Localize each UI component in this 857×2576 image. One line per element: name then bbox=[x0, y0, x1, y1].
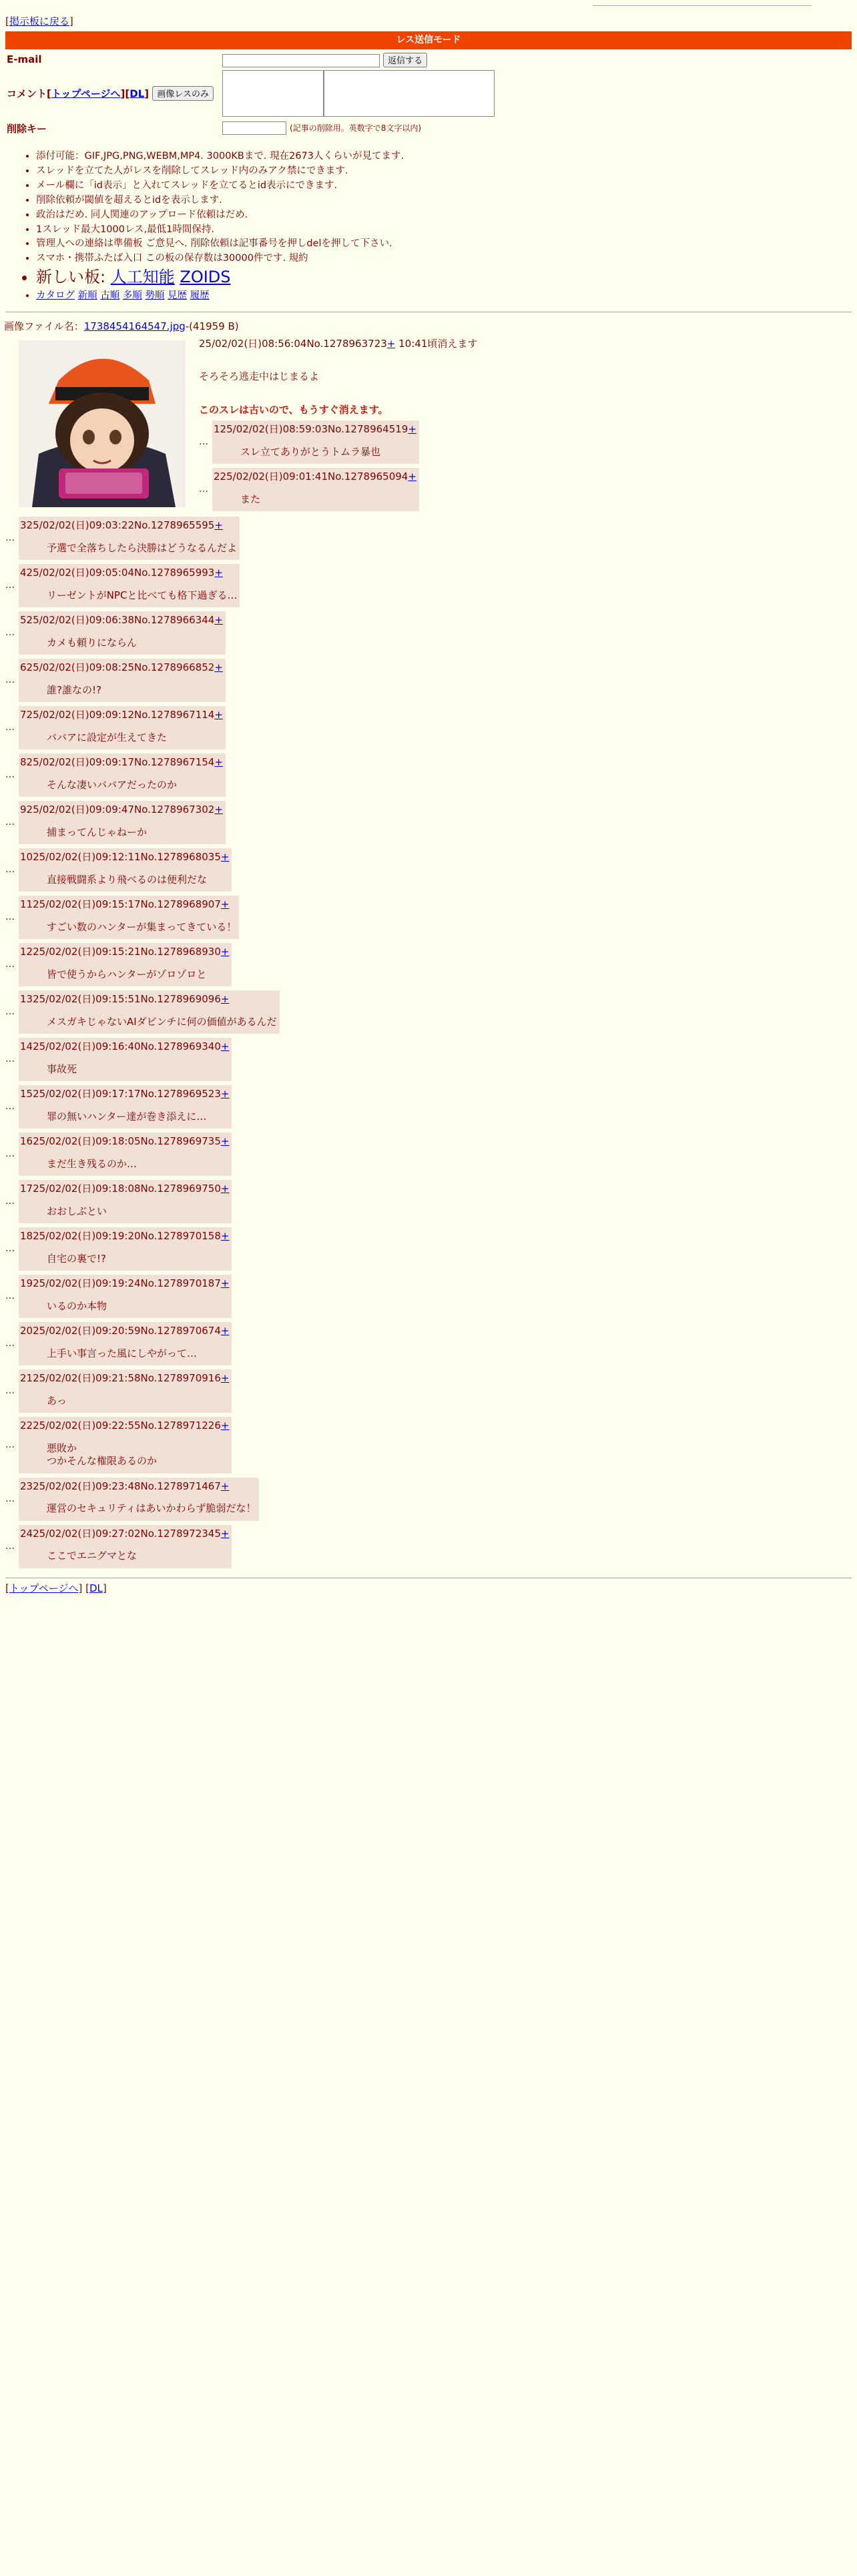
reply-indent-marker: … bbox=[199, 436, 208, 448]
old-thread-warning: このスレは古いので、もうすぐ消えます。 bbox=[199, 403, 388, 416]
file-size: -(41959 B) bbox=[185, 320, 239, 333]
reply-box bbox=[19, 1227, 232, 1271]
rule-item: • 管理人への連絡は準備板 ご意見へ. 削除依頼は記事番号を押しdelを押して下さい. bbox=[36, 238, 852, 250]
reply-header bbox=[20, 1325, 229, 1338]
sort-old-link[interactable]: 古順 bbox=[100, 290, 120, 302]
reply-indent-marker: … bbox=[5, 675, 15, 686]
reply-post bbox=[5, 1417, 852, 1474]
rule-item: • 添付可能：GIF,JPG,PNG,WEBM,MP4. 3000KBまで. 現在2673人くらいが見てます. bbox=[36, 150, 852, 163]
reply-header bbox=[20, 946, 229, 959]
footer-dl-link[interactable]: DL bbox=[89, 1582, 103, 1594]
reply-header bbox=[20, 803, 223, 817]
reply-plus-button[interactable]: + bbox=[220, 993, 230, 1006]
reply-number: 21 bbox=[20, 1372, 33, 1385]
reply-plus-button[interactable]: + bbox=[220, 1277, 230, 1290]
reply-meta: 25/02/02(日)09:23:48No.1278971467 bbox=[33, 1480, 221, 1492]
reply-indent-marker: … bbox=[5, 533, 15, 544]
reply-number: 1 bbox=[214, 423, 220, 436]
reply-box bbox=[19, 659, 226, 702]
reply-post bbox=[5, 659, 852, 702]
reply-meta: 25/02/02(日)09:15:21No.1278968930 bbox=[33, 946, 221, 958]
reply-number: 13 bbox=[20, 993, 33, 1006]
reply-meta: 25/02/02(日)09:09:47No.1278967302 bbox=[26, 803, 215, 816]
footer-toppage-link[interactable]: トップページへ bbox=[9, 1582, 79, 1594]
reply-header bbox=[20, 1480, 256, 1494]
reply-post bbox=[5, 1085, 852, 1129]
reply-number: 24 bbox=[20, 1527, 33, 1540]
reply-number: 18 bbox=[20, 1230, 33, 1243]
reply-text: おおしぶとい bbox=[47, 1205, 107, 1217]
reply-number: 4 bbox=[20, 567, 27, 579]
reply-plus-button[interactable]: + bbox=[214, 803, 223, 816]
replies bbox=[5, 517, 852, 1568]
reply-indent-marker: … bbox=[5, 1054, 15, 1065]
sort-many-link[interactable]: 多順 bbox=[122, 290, 142, 302]
reply-meta: 25/02/02(日)09:15:51No.1278969096 bbox=[33, 993, 221, 1006]
reply-meta: 25/02/02(日)09:08:25No.1278966852 bbox=[26, 661, 215, 674]
reply-meta: 25/02/02(日)09:09:17No.1278967154 bbox=[26, 756, 215, 769]
reply-box bbox=[19, 801, 226, 844]
reply-number: 12 bbox=[20, 946, 33, 958]
op-expire: 10:41頃消えます bbox=[398, 337, 478, 350]
reply-meta: 25/02/02(日)09:15:17No.1278968907 bbox=[33, 898, 221, 911]
footer: [トップページへ] [DL] bbox=[5, 1578, 852, 1596]
reply-post bbox=[5, 1322, 852, 1365]
reply-post bbox=[5, 1369, 852, 1413]
reply-number: 15 bbox=[20, 1088, 33, 1100]
reply-text: 悪敗か つかそんな権限あるのか bbox=[47, 1441, 158, 1468]
reply-form bbox=[5, 51, 497, 139]
reply-plus-button[interactable]: + bbox=[220, 1135, 230, 1148]
toppage-link[interactable]: トップページへ bbox=[51, 87, 121, 100]
email-label: E-mail bbox=[7, 53, 42, 65]
reply-plus-button[interactable]: + bbox=[220, 946, 230, 958]
reply-post bbox=[5, 990, 852, 1034]
reply-text: カメも頼りにならん bbox=[47, 636, 137, 649]
reply-text: ババアに設定が生えてきた bbox=[47, 731, 168, 743]
reply-text: 捕まってんじゃねーか bbox=[47, 826, 148, 838]
reply-text: 運営のセキュリティはあいかわらず脆弱だな！ bbox=[47, 1502, 256, 1515]
email-field[interactable] bbox=[222, 54, 380, 67]
reply-header bbox=[20, 993, 277, 1006]
thread-thumbnail-image[interactable] bbox=[19, 340, 186, 507]
reply-meta: 25/02/02(日)09:18:08No.1278969750 bbox=[33, 1183, 221, 1195]
reply-plus-button[interactable]: + bbox=[214, 756, 223, 769]
reply-indent-marker: … bbox=[5, 580, 15, 591]
reply-post bbox=[199, 468, 852, 511]
reply-header bbox=[20, 519, 237, 533]
delete-key-field[interactable] bbox=[222, 121, 286, 135]
reply-header bbox=[20, 1528, 229, 1541]
rule-item: • 1スレッド最大1000レス,最低1時間保持. bbox=[36, 224, 852, 236]
reply-indent-marker: … bbox=[5, 1439, 15, 1451]
reply-box bbox=[19, 943, 232, 986]
reply-box bbox=[19, 1085, 232, 1129]
reply-indent-marker: … bbox=[5, 722, 15, 733]
new-board-item bbox=[36, 267, 852, 288]
board-rules bbox=[5, 150, 852, 302]
reply-number: 7 bbox=[20, 709, 27, 721]
reply-text: あっ bbox=[47, 1394, 67, 1407]
reply-indent-marker: … bbox=[5, 1196, 15, 1207]
reply-plus-button[interactable]: + bbox=[220, 1183, 230, 1195]
reply-number: 17 bbox=[20, 1183, 33, 1195]
reply-indent-marker: … bbox=[5, 1149, 15, 1160]
reply-header bbox=[20, 756, 223, 769]
reply-box bbox=[19, 611, 226, 655]
reply-post bbox=[5, 848, 852, 892]
reply-box bbox=[19, 1525, 232, 1568]
reply-box bbox=[212, 420, 419, 464]
reply-number: 23 bbox=[20, 1480, 33, 1492]
reply-header bbox=[20, 709, 223, 722]
reply-meta: 25/02/02(日)09:09:12No.1278967114 bbox=[26, 709, 215, 721]
reply-plus-button[interactable]: + bbox=[220, 851, 230, 864]
reply-plus-button[interactable]: + bbox=[214, 661, 223, 674]
reply-box bbox=[212, 468, 419, 511]
reply-post bbox=[5, 1180, 852, 1223]
reply-indent-marker: … bbox=[5, 1291, 15, 1302]
reply-header bbox=[20, 661, 223, 675]
reply-plus-button[interactable]: + bbox=[214, 519, 223, 532]
reply-header bbox=[20, 1040, 229, 1054]
reply-box bbox=[19, 1417, 232, 1474]
op-meta bbox=[199, 338, 852, 351]
reply-post bbox=[5, 1478, 852, 1521]
reply-meta: 25/02/02(日)09:12:11No.1278968035 bbox=[33, 851, 221, 864]
reply-number: 11 bbox=[20, 898, 33, 911]
reply-indent-marker: … bbox=[5, 1493, 15, 1504]
reply-text: 事故死 bbox=[47, 1062, 77, 1075]
reply-indent-marker: … bbox=[5, 1385, 15, 1397]
op-plus-button[interactable]: + bbox=[386, 337, 396, 350]
back-nav: [掲示板に戻る] bbox=[5, 15, 73, 27]
reply-number: 22 bbox=[20, 1419, 33, 1432]
file-link[interactable]: 1738454164547.jpg bbox=[83, 320, 186, 333]
reply-text: 自宅の裏で!? bbox=[47, 1252, 106, 1265]
catalog-link[interactable]: カタログ bbox=[36, 290, 75, 302]
reply-plus-button[interactable]: + bbox=[220, 1325, 230, 1337]
reply-header bbox=[20, 851, 229, 864]
rule-item: • 政治はだめ. 同人関連のアップロード依頼はだめ. bbox=[36, 209, 852, 222]
reply-box bbox=[19, 564, 240, 607]
reply-box bbox=[19, 1478, 259, 1521]
reply-post bbox=[5, 1038, 852, 1081]
reply-meta: 25/02/02(日)09:05:04No.1278965993 bbox=[26, 567, 215, 579]
top-divider bbox=[593, 5, 812, 6]
image-only-button[interactable]: 画像レスのみ bbox=[152, 86, 214, 101]
reply-box bbox=[19, 848, 232, 892]
reply-header bbox=[20, 567, 237, 580]
reply-plus-button[interactable]: + bbox=[220, 1527, 230, 1540]
reply-number: 20 bbox=[20, 1325, 33, 1337]
reply-text: 誰?誰なの!? bbox=[47, 683, 101, 696]
reply-meta: 25/02/02(日)09:19:24No.1278970187 bbox=[33, 1277, 221, 1290]
reply-post bbox=[5, 896, 852, 939]
reply-number: 16 bbox=[20, 1135, 33, 1148]
reply-indent-marker: … bbox=[5, 912, 15, 923]
reply-indent-marker: … bbox=[199, 484, 208, 495]
reply-text: リーゼントがNPCと比べても格下過ぎる… bbox=[47, 589, 238, 601]
rule-item: • スマホ・携帯ふたば入口 この板の保存数は30000件です. 規約 bbox=[36, 252, 852, 265]
reply-text: 上手い事言った風にしやがって… bbox=[47, 1347, 198, 1359]
reply-number: 3 bbox=[20, 519, 27, 532]
board-link-ai[interactable]: 人工知能 bbox=[110, 268, 175, 287]
dl-link[interactable]: DL bbox=[129, 87, 145, 100]
reply-plus-button[interactable]: + bbox=[214, 709, 223, 721]
reply-indent-marker: … bbox=[5, 1338, 15, 1349]
reply-post bbox=[5, 943, 852, 986]
reply-number: 14 bbox=[20, 1040, 33, 1053]
reply-text: 罪の無いハンター達が巻き添えに… bbox=[47, 1110, 207, 1122]
reply-indent-marker: … bbox=[5, 769, 15, 781]
reply-meta: 25/02/02(日)09:18:05No.1278969735 bbox=[33, 1135, 221, 1148]
reply-text: スレ立てありがとうトムラ暴也 bbox=[240, 445, 381, 458]
reply-header bbox=[20, 1230, 229, 1243]
back-to-board-link[interactable]: 掲示板に戻る bbox=[9, 15, 69, 27]
reply-number: 2 bbox=[214, 470, 220, 483]
reply-mode-banner: レス送信モード bbox=[5, 31, 852, 49]
reply-text: まだ生き残るのか… bbox=[47, 1157, 137, 1170]
reply-meta: 25/02/02(日)09:22:55No.1278971226 bbox=[33, 1419, 221, 1432]
reply-plus-button[interactable]: + bbox=[220, 1372, 230, 1385]
reply-box bbox=[19, 1180, 232, 1223]
file-info bbox=[4, 320, 852, 334]
reply-box bbox=[19, 1322, 232, 1365]
reply-text: 皆で使うからハンターがゾロゾロと bbox=[47, 968, 207, 980]
reply-header bbox=[20, 1183, 229, 1196]
reply-header bbox=[20, 1135, 229, 1149]
reply-meta: 25/02/02(日)09:17:17No.1278969523 bbox=[33, 1088, 221, 1100]
reply-indent-marker: … bbox=[5, 959, 15, 970]
reply-text: ここでエニグマとな bbox=[47, 1550, 137, 1562]
reply-number: 19 bbox=[20, 1277, 33, 1290]
reply-header bbox=[214, 423, 416, 436]
rule-item: • スレッドを立てた人がレスを削除してスレッド内のみアク禁にできます. bbox=[36, 165, 852, 178]
file-label: 画像ファイル名： bbox=[4, 320, 84, 333]
reply-post bbox=[199, 420, 852, 464]
reply-box bbox=[19, 517, 240, 560]
reply-meta: 25/02/02(日)09:01:41No.1278965094 bbox=[220, 470, 408, 483]
reply-post bbox=[5, 753, 852, 797]
reply-meta: 25/02/02(日)08:59:03No.1278964519 bbox=[220, 423, 408, 436]
delkey-label: 削除キー bbox=[7, 122, 47, 135]
reply-text: 予選で全落ちしたら決勝はどうなるんだよ bbox=[47, 541, 238, 554]
reply-post bbox=[5, 564, 852, 607]
reply-indent-marker: … bbox=[5, 1540, 15, 1552]
delkey-note: (記事の削除用。英数字で8文字以内) bbox=[290, 123, 422, 133]
reply-box bbox=[19, 990, 280, 1034]
reply-plus-button[interactable]: + bbox=[214, 614, 223, 627]
reply-plus-button[interactable]: + bbox=[220, 1088, 230, 1100]
reply-post bbox=[5, 1275, 852, 1318]
reply-header bbox=[20, 614, 223, 627]
comment-label: コメント bbox=[7, 87, 47, 100]
reply-plus-button[interactable]: + bbox=[220, 1480, 230, 1492]
submit-reply-button[interactable]: 返信する bbox=[383, 53, 427, 67]
reply-indent-marker: … bbox=[5, 1243, 15, 1255]
reply-meta: 25/02/02(日)09:19:20No.1278970158 bbox=[33, 1230, 221, 1243]
reply-post bbox=[5, 706, 852, 749]
reply-plus-button[interactable]: + bbox=[408, 423, 416, 436]
op-text: そろそろ逃走中はじまるよ bbox=[199, 370, 320, 383]
rule-item: • 削除依頼が閾値を超えるとidを表示します. bbox=[36, 194, 852, 207]
reply-number: 9 bbox=[20, 803, 27, 816]
sort-momentum-link[interactable]: 勢順 bbox=[145, 290, 165, 302]
reply-header bbox=[214, 470, 416, 484]
reply-box bbox=[19, 1275, 232, 1318]
rule-item: • メール欄に「id表示」と入れてスレッドを立てるとid表示にできます. bbox=[36, 180, 852, 192]
reply-text: そんな凄いババアだったのか bbox=[47, 778, 178, 791]
comment-label-cell: コメント[トップページへ][DL] 画像レスのみ bbox=[7, 69, 220, 117]
reply-post bbox=[5, 1227, 852, 1271]
reply-header bbox=[20, 898, 236, 912]
reply-box bbox=[19, 1133, 232, 1176]
reply-meta: 25/02/02(日)09:21:58No.1278970916 bbox=[33, 1372, 221, 1385]
reply-indent-marker: … bbox=[5, 1101, 15, 1112]
reply-text: いるのか本物 bbox=[47, 1299, 107, 1312]
sort-new-link[interactable]: 新順 bbox=[77, 290, 97, 302]
reply-indent-marker: … bbox=[5, 627, 15, 639]
reply-indent-marker: … bbox=[5, 864, 15, 876]
reply-box bbox=[19, 1038, 232, 1081]
reply-box bbox=[19, 706, 226, 749]
reply-header bbox=[20, 1372, 229, 1385]
view-history-link[interactable]: 見歴 bbox=[168, 290, 188, 302]
reply-text: メスガキじゃないAIダビンチに何の価値があるんだ bbox=[47, 1015, 277, 1028]
inner-replies bbox=[199, 420, 852, 511]
reply-post bbox=[5, 611, 852, 655]
reply-post bbox=[5, 801, 852, 844]
reply-plus-button[interactable]: + bbox=[220, 1419, 230, 1432]
catalog-links bbox=[36, 290, 852, 302]
reply-post bbox=[5, 1133, 852, 1176]
reply-box bbox=[19, 753, 226, 797]
reply-plus-button[interactable]: + bbox=[220, 1040, 230, 1053]
reply-meta: 25/02/02(日)09:16:40No.1278969340 bbox=[33, 1040, 221, 1053]
reply-plus-button[interactable]: + bbox=[214, 567, 223, 579]
reply-text: 直接戦闘系より飛べるのは便利だな bbox=[47, 873, 208, 886]
reply-text: すごい数のハンターが集まってきている！ bbox=[47, 920, 237, 933]
reply-meta: 25/02/02(日)09:03:22No.1278965595 bbox=[26, 519, 215, 532]
reply-meta: 25/02/02(日)09:27:02No.1278972345 bbox=[33, 1527, 221, 1540]
new-board-prefix: 新しい板: bbox=[36, 268, 106, 287]
reply-header bbox=[20, 1088, 229, 1101]
reply-plus-button[interactable]: + bbox=[220, 898, 230, 911]
comment-textarea[interactable] bbox=[324, 70, 495, 117]
reply-post bbox=[5, 1525, 852, 1568]
op-meta-text: 25/02/02(日)08:56:04No.1278963723 bbox=[199, 337, 387, 350]
reply-plus-button[interactable]: + bbox=[408, 470, 416, 483]
thread bbox=[5, 334, 852, 1568]
post-history-link[interactable]: 履歴 bbox=[190, 290, 210, 302]
board-link-zoids[interactable]: ZOIDS bbox=[180, 268, 231, 287]
reply-post bbox=[5, 517, 852, 560]
reply-number: 8 bbox=[20, 756, 27, 769]
reply-meta: 25/02/02(日)09:20:59No.1278970674 bbox=[33, 1325, 221, 1337]
reply-text: また bbox=[240, 493, 261, 505]
comment-textarea-left[interactable] bbox=[222, 70, 324, 117]
op-post bbox=[199, 334, 852, 512]
reply-number: 6 bbox=[20, 661, 27, 674]
reply-header bbox=[20, 1277, 229, 1291]
reply-number: 10 bbox=[20, 851, 33, 864]
reply-box bbox=[19, 896, 239, 939]
reply-plus-button[interactable]: + bbox=[220, 1230, 230, 1243]
reply-indent-marker: … bbox=[5, 817, 15, 828]
reply-header bbox=[20, 1419, 229, 1433]
reply-meta: 25/02/02(日)09:06:38No.1278966344 bbox=[26, 614, 215, 627]
reply-number: 5 bbox=[20, 614, 27, 627]
reply-box bbox=[19, 1369, 232, 1413]
reply-indent-marker: … bbox=[5, 1006, 15, 1018]
